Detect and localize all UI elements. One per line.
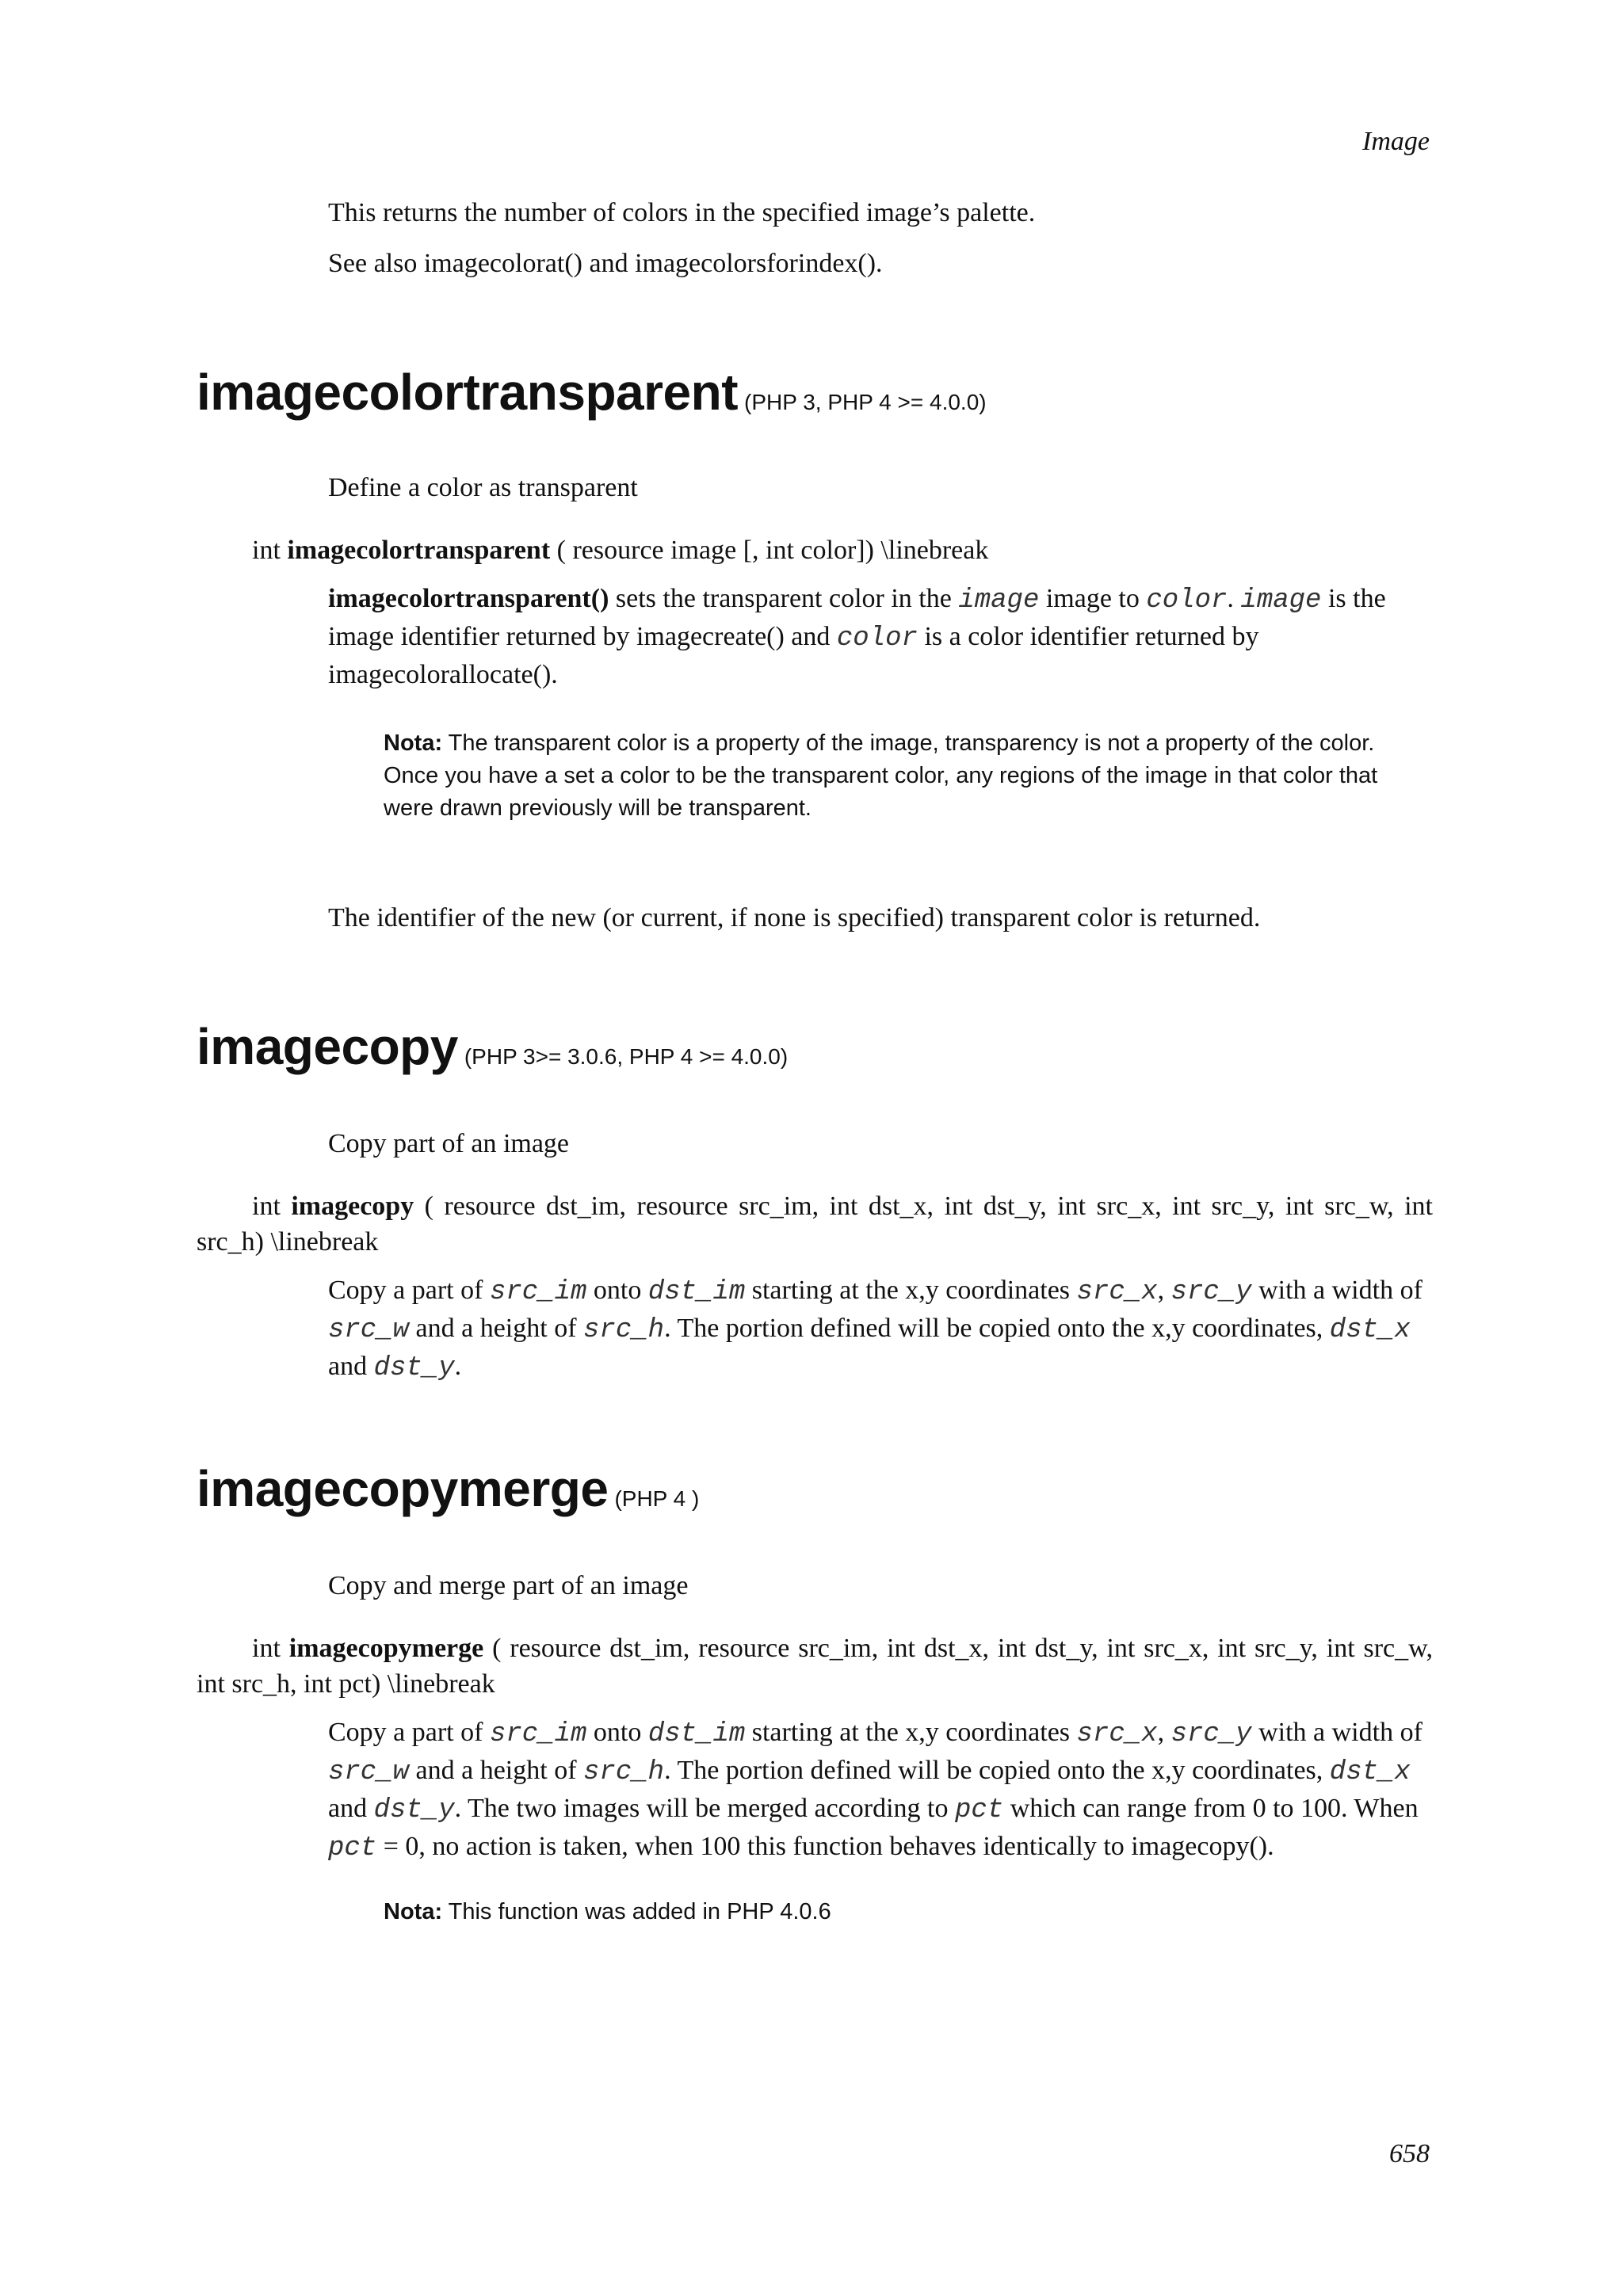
parameter-ref: pct <box>328 1833 377 1863</box>
section-heading-imagecopymerge <box>197 1459 699 1518</box>
function-name: imagecopy <box>291 1192 414 1221</box>
version-info: (PHP 3, PHP 4 >= 4.0.0) <box>744 390 987 414</box>
note-label: Nota: <box>384 1899 443 1924</box>
function-title: imagecopymerge <box>197 1460 609 1517</box>
text-run: is a color identifier returned by imagecolorallocate(). <box>328 622 1259 689</box>
text-run: . The portion defined will be copied onto the x,y coordinates, <box>664 1314 1330 1343</box>
text-run: sets the transparent color in the <box>609 584 959 613</box>
parameter-ref: src_y <box>1170 1719 1252 1749</box>
text-run: , <box>1157 1718 1171 1747</box>
function-arguments: ( resource image [, int color]) \linebreak <box>556 536 989 565</box>
function-description <box>328 1714 1430 1867</box>
parameter-ref: dst_im <box>647 1719 746 1749</box>
parameter-ref: dst_y <box>373 1353 455 1383</box>
function-purpose: Define a color as transparent <box>328 473 638 502</box>
function-synopsis <box>197 1630 1433 1702</box>
parameter-ref: dst_x <box>1329 1757 1411 1787</box>
return-type: int <box>252 536 281 565</box>
text-run: with a width of <box>1251 1718 1423 1747</box>
return-type: int <box>252 1634 281 1663</box>
function-name: imagecolortransparent <box>287 536 551 565</box>
text-run: = 0, no action is taken, when 100 this function behaves identically to imagecopy(). <box>376 1832 1274 1861</box>
note-text: The transparent color is a property of the image, transparency is not a property of the color. Once you have a set a color to be the transparent color, any regions of the image in that color that were drawn previously will be transparent. <box>384 730 1378 821</box>
note-block <box>384 727 1430 825</box>
parameter-ref: src_x <box>1076 1277 1158 1307</box>
parameter-ref: src_im <box>489 1719 587 1749</box>
parameter-ref: src_h <box>583 1315 665 1345</box>
version-info: (PHP 4 ) <box>614 1486 700 1511</box>
text-run: and a height of <box>409 1314 584 1343</box>
text-run: onto <box>586 1276 648 1305</box>
text-run: image to <box>1039 584 1147 613</box>
text-run: and <box>328 1352 374 1381</box>
text-run: . The two images will be merged according to <box>454 1794 955 1823</box>
note-label: Nota: <box>384 730 443 756</box>
function-arguments: ( resource dst_im, resource src_im, int dst_x, int dst_y, int src_x, int src_y, int src_w, int src_h, int pct) \linebreak <box>197 1634 1433 1699</box>
text-run: with a width of <box>1251 1276 1423 1305</box>
note-block <box>384 1896 1430 1928</box>
parameter-ref: src_x <box>1076 1719 1158 1749</box>
text-run: and <box>328 1794 374 1823</box>
text-run: onto <box>586 1718 648 1747</box>
function-synopsis <box>197 1188 1433 1260</box>
parameter-ref: color <box>836 624 918 654</box>
text-run: , <box>1157 1276 1171 1305</box>
parameter-ref: src_w <box>328 1315 410 1345</box>
text-run: is the image identifier returned by imagecreate() and <box>328 584 1386 651</box>
text-run: . <box>454 1352 462 1381</box>
text-run: . <box>1227 584 1241 613</box>
text-run: starting at the x,y coordinates <box>745 1276 1077 1305</box>
parameter-ref: src_h <box>583 1757 665 1787</box>
text-run: which can range from 0 to 100. When <box>1003 1794 1419 1823</box>
function-description <box>328 1272 1430 1386</box>
function-synopsis <box>252 532 1433 568</box>
parameter-ref: pct <box>954 1795 1004 1825</box>
version-info: (PHP 3>= 3.0.6, PHP 4 >= 4.0.0) <box>464 1044 789 1069</box>
parameter-ref: dst_x <box>1329 1315 1411 1345</box>
text-run: starting at the x,y coordinates <box>745 1718 1077 1747</box>
function-purpose: Copy and merge part of an image <box>328 1571 689 1600</box>
section-heading-imagecolortransparent <box>197 363 987 421</box>
parameter-ref: src_im <box>489 1277 587 1307</box>
function-arguments: ( resource dst_im, resource src_im, int dst_x, int dst_y, int src_x, int src_y, int src_w, int src_h) \linebreak <box>197 1192 1433 1257</box>
parameter-ref: src_y <box>1170 1277 1252 1307</box>
return-value-paragraph: The identifier of the new (or current, if none is specified) transparent color is returned. <box>328 903 1261 933</box>
return-type: int <box>252 1192 281 1221</box>
running-header: Image <box>1362 127 1430 156</box>
text-run: Copy a part of <box>328 1276 490 1305</box>
parameter-ref: image <box>1240 585 1322 616</box>
function-name-ref: imagecolortransparent() <box>328 584 609 613</box>
text-run: and a height of <box>409 1756 584 1785</box>
parameter-ref: dst_im <box>647 1277 746 1307</box>
see-also-paragraph: See also imagecolorat() and imagecolorsforindex(). <box>328 249 883 278</box>
intro-paragraph: This returns the number of colors in the specified image’s palette. <box>328 198 1036 227</box>
function-title: imagecopy <box>197 1018 458 1075</box>
page-number: 658 <box>1389 2139 1430 2168</box>
parameter-ref: dst_y <box>373 1795 455 1825</box>
function-description <box>328 581 1430 692</box>
parameter-ref: image <box>958 585 1040 616</box>
note-text: This function was added in PHP 4.0.6 <box>442 1899 831 1924</box>
function-purpose: Copy part of an image <box>328 1129 570 1158</box>
section-heading-imagecopy <box>197 1017 788 1076</box>
parameter-ref: src_w <box>328 1757 410 1787</box>
function-title: imagecolortransparent <box>197 364 739 421</box>
text-run: . The portion defined will be copied onto the x,y coordinates, <box>664 1756 1330 1785</box>
text-run: Copy a part of <box>328 1718 490 1747</box>
parameter-ref: color <box>1146 585 1228 616</box>
function-name: imagecopymerge <box>288 1634 484 1663</box>
